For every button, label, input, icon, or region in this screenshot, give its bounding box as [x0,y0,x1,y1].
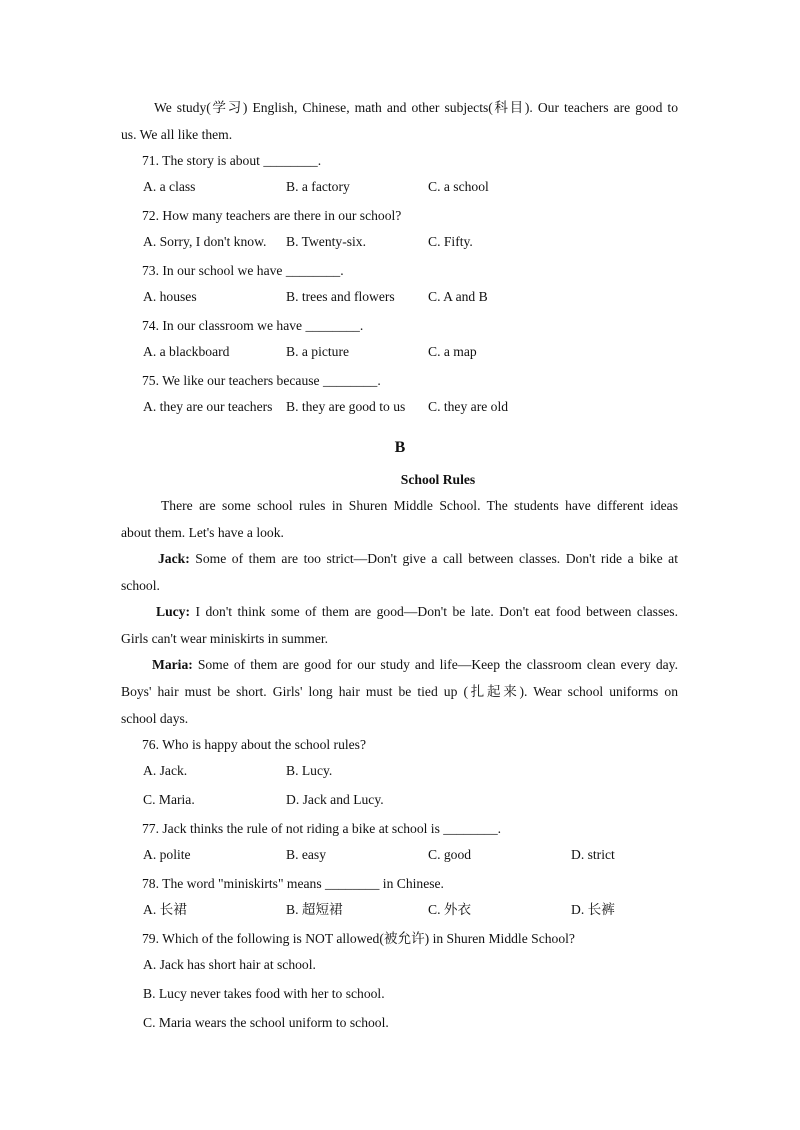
q77-option-c: C. good [428,847,472,862]
q79-option-a: A. Jack has short hair at school. [143,957,316,972]
q76-option-a: A. Jack. [143,763,188,778]
q76-option-b: B. Lucy. [286,763,333,778]
q78-option-b: B. 超短裙 [286,902,343,917]
question-75-stem: 75. We like our teachers because ________. [142,373,381,388]
section-b-title: School Rules [400,472,476,487]
q72-option-a: A. Sorry, I don't know. [143,234,267,249]
question-78-stem: 78. The word "miniskirts" means ________ in Chinese. [142,876,444,891]
q71-option-b: B. a factory [286,179,350,194]
q76-option-d: D. Jack and Lucy. [286,792,384,807]
q75-option-a: A. they are our teachers [143,399,273,414]
question-71-stem: 71. The story is about ________. [142,153,322,168]
passage-a-line2: us. We all like them. [121,127,233,142]
q72-option-b: B. Twenty-six. [286,234,366,249]
q74-option-a: A. a blackboard [143,344,230,359]
q77-option-b: B. easy [286,847,327,862]
q73-option-b: B. trees and flowers [286,289,395,304]
q73-option-c: C. A and B [428,289,488,304]
lucy-name: Lucy: [156,604,190,619]
q78-option-a: A. 长裙 [143,902,187,917]
section-b-label: B [394,439,406,456]
maria-paragraph-line3: school days. [121,711,189,726]
jack-name: Jack: [158,551,190,566]
question-74-stem: 74. In our classroom we have ________. [142,318,364,333]
lucy-text: I don't think some of them are good—Don't be late. Don't eat food between classes. [195,604,678,619]
question-73-stem: 73. In our school we have ________. [142,263,344,278]
q72-option-c: C. Fifty. [428,234,473,249]
q75-option-b: B. they are good to us [286,399,406,414]
q74-option-b: B. a picture [286,344,350,359]
jack-text: Some of them are too strict—Don't give a call between classes. Don't ride a bike at [195,551,678,566]
passage-a-line1: We study(学习) English, Chinese, math and other subjects(科目). Our teachers are good to [154,100,678,115]
jack-paragraph-line2: school. [121,578,160,593]
q74-option-c: C. a map [428,344,477,359]
q77-option-a: A. polite [143,847,191,862]
section-b-intro-line1: There are some school rules in Shuren Middle School. The students have different ideas [161,498,678,513]
question-77-stem: 77. Jack thinks the rule of not riding a bike at school is ________. [142,821,502,836]
maria-name: Maria: [152,657,193,672]
question-76-stem: 76. Who is happy about the school rules? [142,737,367,752]
q78-option-c: C. 外衣 [428,902,472,917]
maria-paragraph-line1 [152,656,678,674]
q78-option-d: D. 长裤 [571,902,615,917]
lucy-paragraph-line2: Girls can't wear miniskirts in summer. [121,631,329,646]
q71-option-a: A. a class [143,179,196,194]
q75-option-c: C. they are old [428,399,509,414]
maria-text: Some of them are good for our study and life—Keep the classroom clean every day. [197,657,678,672]
jack-paragraph-line1 [158,550,678,568]
q76-option-c: C. Maria. [143,792,195,807]
q73-option-a: A. houses [143,289,197,304]
question-79-stem: 79. Which of the following is NOT allowed(被允许) in Shuren Middle School? [142,931,575,946]
maria-paragraph-line2: Boys' hair must be short. Girls' long hair must be tied up (扎起来). Wear school uniforms on [121,684,678,699]
lucy-paragraph-line1 [156,603,678,621]
q79-option-b: B. Lucy never takes food with her to school. [143,986,385,1001]
section-b-intro-line2: about them. Let's have a look. [121,525,284,540]
q77-option-d: D. strict [571,847,615,862]
question-72-stem: 72. How many teachers are there in our school? [142,208,402,223]
q71-option-c: C. a school [428,179,489,194]
q79-option-c: C. Maria wears the school uniform to school. [143,1015,389,1030]
